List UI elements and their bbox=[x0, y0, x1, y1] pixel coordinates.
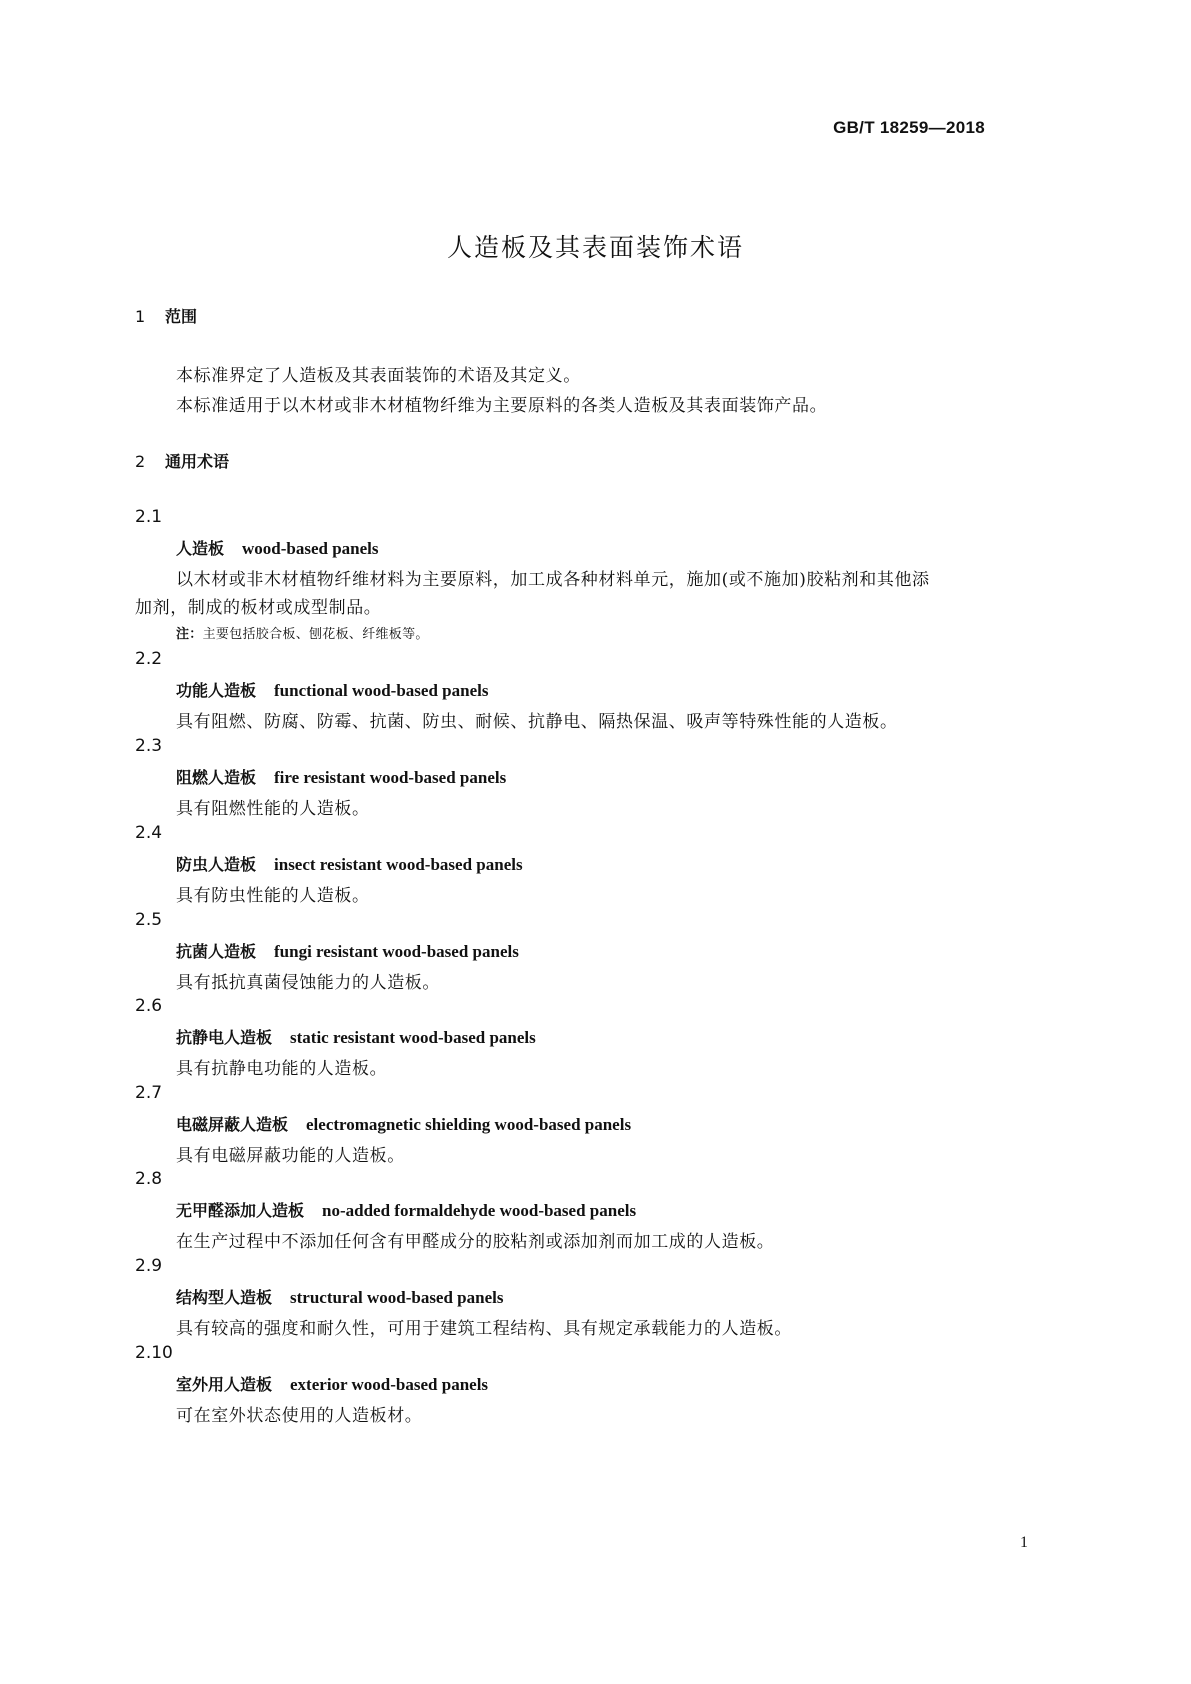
term-zh: 抗菌人造板 bbox=[176, 942, 257, 961]
term-en: wood-based panels bbox=[242, 539, 379, 558]
term-title bbox=[176, 678, 488, 701]
note-label: 注： bbox=[176, 627, 203, 642]
term-zh: 室外用人造板 bbox=[176, 1375, 273, 1394]
term-en: insect resistant wood-based panels bbox=[274, 855, 523, 874]
note-text: 主要包括胶合板、刨花板、纤维板等。 bbox=[202, 627, 429, 642]
term-definition: 具有抗静电功能的人造板。 bbox=[176, 1059, 388, 1079]
section-title: 范围 bbox=[165, 307, 198, 326]
term-number: 2.6 bbox=[135, 996, 163, 1016]
term-number: 2.8 bbox=[135, 1169, 163, 1189]
section-heading-scope bbox=[135, 304, 197, 327]
term-title bbox=[176, 1372, 488, 1395]
section-heading-general-terms bbox=[135, 449, 229, 472]
section-number: 2 bbox=[135, 452, 146, 471]
term-number: 2.4 bbox=[135, 823, 163, 843]
scope-paragraph-2: 本标准适用于以木材或非木材植物纤维为主要原料的各类人造板及其表面装饰产品。 bbox=[176, 396, 828, 416]
term-title bbox=[176, 852, 523, 875]
term-definition: 具有电磁屏蔽功能的人造板。 bbox=[176, 1146, 405, 1166]
term-zh: 功能人造板 bbox=[176, 681, 257, 700]
term-title bbox=[176, 1112, 631, 1135]
page-number: 1 bbox=[1020, 1534, 1028, 1551]
term-definition: 具有较高的强度和耐久性，可用于建筑工程结构、具有规定承载能力的人造板。 bbox=[176, 1319, 792, 1339]
term-definition: 在生产过程中不添加任何含有甲醛成分的胶粘剂或添加剂而加工成的人造板。 bbox=[176, 1232, 775, 1252]
term-definition: 具有抵抗真菌侵蚀能力的人造板。 bbox=[176, 973, 440, 993]
term-en: exterior wood-based panels bbox=[290, 1375, 489, 1394]
term-zh: 结构型人造板 bbox=[176, 1288, 273, 1307]
term-title bbox=[176, 939, 519, 962]
term-zh: 阻燃人造板 bbox=[176, 768, 257, 787]
term-zh: 人造板 bbox=[176, 539, 225, 558]
term-title bbox=[176, 1285, 503, 1308]
term-title bbox=[176, 536, 379, 559]
section-number: 1 bbox=[135, 307, 146, 326]
term-number: 2.7 bbox=[135, 1083, 163, 1103]
term-en: structural wood-based panels bbox=[290, 1288, 504, 1307]
term-en: no-added formaldehyde wood-based panels bbox=[322, 1201, 637, 1220]
term-definition: 可在室外状态使用的人造板材。 bbox=[176, 1406, 423, 1426]
term-number: 2.5 bbox=[135, 910, 163, 930]
term-title bbox=[176, 1198, 636, 1221]
scope-paragraph-1: 本标准界定了人造板及其表面装饰的术语及其定义。 bbox=[176, 366, 581, 386]
term-en: fire resistant wood-based panels bbox=[274, 768, 507, 787]
standard-code: GB/T 18259—2018 bbox=[833, 118, 985, 137]
term-definition: 以木材或非木材植物纤维材料为主要原料，加工成各种材料单元，施加(或不施加)胶粘剂和其他添 bbox=[176, 570, 930, 590]
term-definition: 具有防虫性能的人造板。 bbox=[176, 886, 370, 906]
term-number: 2.3 bbox=[135, 736, 163, 756]
term-title bbox=[176, 1025, 536, 1048]
term-zh: 无甲醛添加人造板 bbox=[176, 1201, 305, 1220]
term-en: fungi resistant wood-based panels bbox=[274, 942, 519, 961]
term-zh: 抗静电人造板 bbox=[176, 1028, 273, 1047]
term-en: static resistant wood-based panels bbox=[290, 1028, 536, 1047]
term-note bbox=[176, 623, 429, 642]
document-title: 人造板及其表面装饰术语 bbox=[446, 233, 744, 262]
term-definition: 具有阻燃、防腐、防霉、抗菌、防虫、耐候、抗静电、隔热保温、吸声等特殊性能的人造板。 bbox=[176, 712, 898, 732]
term-number: 2.9 bbox=[135, 1256, 163, 1276]
term-number: 2.1 bbox=[135, 507, 163, 527]
term-title bbox=[176, 765, 506, 788]
term-zh: 电磁屏蔽人造板 bbox=[176, 1115, 289, 1134]
term-en: functional wood-based panels bbox=[274, 681, 489, 700]
section-title: 通用术语 bbox=[165, 452, 230, 471]
term-number: 2.2 bbox=[135, 649, 163, 669]
term-zh: 防虫人造板 bbox=[176, 855, 257, 874]
term-definition-continued: 加剂，制成的板材或成型制品。 bbox=[135, 598, 382, 618]
term-definition: 具有阻燃性能的人造板。 bbox=[176, 799, 370, 819]
term-number: 2.10 bbox=[135, 1343, 173, 1363]
term-en: electromagnetic shielding wood-based panels bbox=[306, 1115, 632, 1134]
